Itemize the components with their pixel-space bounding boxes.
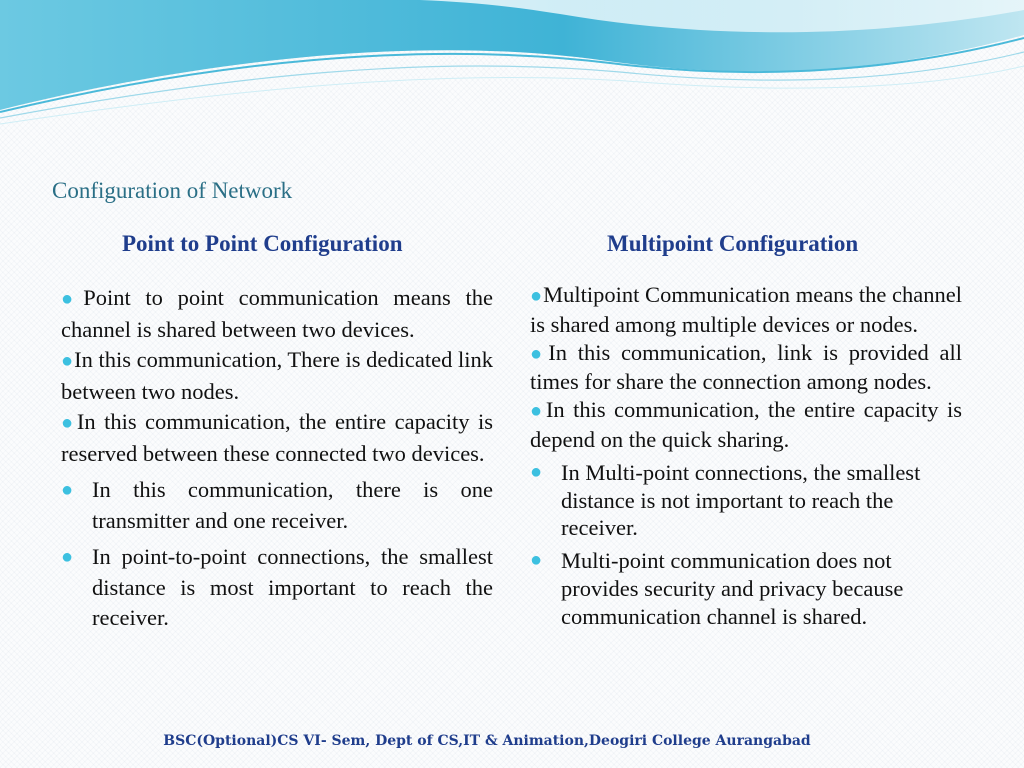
bullet-point: ●In this communication, the entire capacity is depend on the quick sharing.: [530, 397, 962, 452]
bullet-dot-icon: ●: [530, 400, 545, 423]
bullet-point: ●In this communication, There is dedicated link between two nodes.: [61, 347, 493, 404]
bullet-point: ● In this communication, there is one transmitter and one receiver.: [61, 477, 493, 533]
header-wave-decoration: [0, 0, 1024, 130]
bullet-dot-icon: ●: [61, 288, 83, 310]
bullet-point: ●Multipoint Communication means the channel is shared among multiple devices or nodes.: [530, 282, 962, 337]
bullet-point: ●In this communication, link is provided all times for share the connection among nodes.: [530, 339, 962, 395]
bullet-point: ● Multi-point communication does not provides security and privacy because communication channel is shared.: [530, 548, 904, 629]
bullet-dot-icon: ●: [530, 342, 548, 365]
bullet-point: ● In Multi-point connections, the smallest distance is not important to reach the receiver.: [530, 459, 921, 541]
point-to-point-column: [61, 283, 493, 634]
bullet-point: ●In this communication, the entire capacity is reserved between these connected two devices.: [61, 409, 493, 466]
heading-multipoint: Multipoint Configuration: [607, 231, 859, 256]
bullet-dot-icon: ●: [530, 460, 543, 483]
bullet-dot-icon: ●: [61, 546, 74, 568]
bullet-dot-icon: ●: [530, 285, 543, 307]
heading-point-to-point: Point to Point Configuration: [122, 231, 403, 256]
slide-footer: BSC(Optional)CS VI- Sem, Dept of CS,IT & Animation,Deogiri College Aurangabad: [163, 733, 811, 749]
bullet-dot-icon: ●: [530, 549, 543, 572]
multipoint-column: [530, 281, 962, 631]
slide-title: Configuration of Network: [52, 178, 293, 203]
bullet-point: ●Point to point communication means the channel is shared between two devices.: [61, 285, 493, 342]
bullet-dot-icon: ●: [61, 479, 74, 501]
bullet-point: ● In point-to-point connections, the smallest distance is most important to reach the receiver.: [61, 544, 493, 630]
bullet-dot-icon: ●: [61, 412, 76, 434]
bullet-dot-icon: ●: [61, 350, 74, 372]
